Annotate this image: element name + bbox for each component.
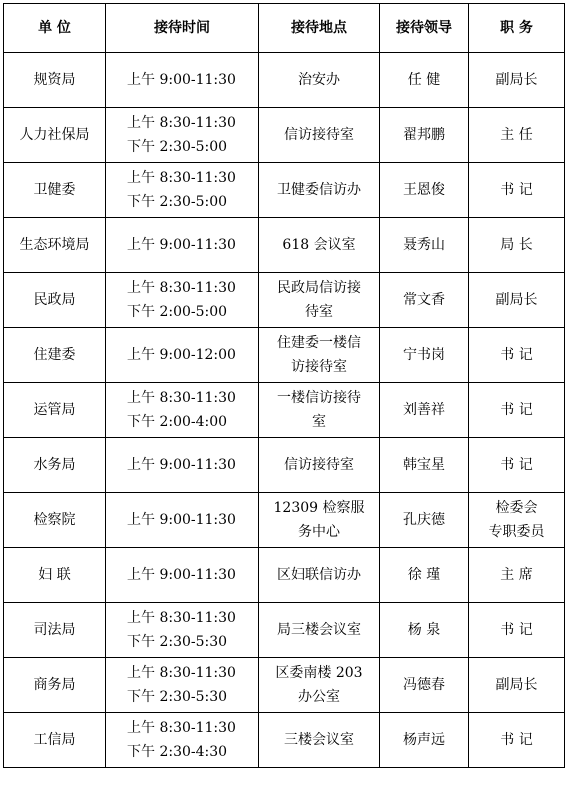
header-position: 职 务 — [469, 4, 565, 53]
position-cell — [469, 603, 565, 658]
time-line: 下午 2:30-4:30 — [127, 744, 228, 760]
unit-cell: 民政局 — [4, 273, 106, 328]
position-line: 局 长 — [500, 237, 533, 253]
position-line: 书 记 — [500, 457, 533, 473]
unit-cell: 规资局 — [4, 53, 106, 108]
place-line: 访接待室 — [291, 359, 347, 375]
position-cell — [469, 493, 565, 548]
position-line: 书 记 — [500, 347, 533, 363]
time-cell — [106, 713, 259, 768]
place-line: 信访接待室 — [284, 457, 354, 473]
place-cell — [259, 53, 380, 108]
time-line: 上午 9:00-12:00 — [127, 347, 236, 363]
position-line: 主 任 — [500, 127, 533, 143]
table-body — [4, 53, 565, 768]
table-row — [4, 383, 565, 438]
time-line: 下午 2:30-5:00 — [127, 194, 228, 210]
time-cell — [106, 438, 259, 493]
leader-cell: 宁书岗 — [380, 328, 469, 383]
place-line: 区委南楼 203 — [275, 665, 363, 681]
place-line: 12309 检察服 — [273, 500, 365, 516]
time-cell — [106, 108, 259, 163]
leader-cell: 杨声远 — [380, 713, 469, 768]
place-cell — [259, 218, 380, 273]
time-line: 上午 9:00-11:30 — [127, 72, 236, 88]
place-line: 信访接待室 — [284, 127, 354, 143]
place-cell — [259, 328, 380, 383]
place-line: 卫健委信访办 — [277, 182, 361, 198]
table-row — [4, 328, 565, 383]
leader-cell: 聂秀山 — [380, 218, 469, 273]
leader-cell: 杨 泉 — [380, 603, 469, 658]
header-unit: 单 位 — [4, 4, 106, 53]
unit-cell: 妇 联 — [4, 548, 106, 603]
table-row — [4, 163, 565, 218]
position-cell — [469, 713, 565, 768]
place-cell — [259, 603, 380, 658]
position-cell — [469, 53, 565, 108]
leader-cell: 刘善祥 — [380, 383, 469, 438]
position-line: 主 席 — [500, 567, 533, 583]
unit-cell: 水务局 — [4, 438, 106, 493]
place-line: 民政局信访接 — [277, 280, 361, 296]
time-cell — [106, 383, 259, 438]
place-line: 住建委一楼信 — [277, 335, 361, 351]
header-leader: 接待领导 — [380, 4, 469, 53]
table-row — [4, 438, 565, 493]
time-cell — [106, 658, 259, 713]
position-cell — [469, 328, 565, 383]
place-line: 三楼会议室 — [284, 732, 354, 748]
leader-cell: 冯德春 — [380, 658, 469, 713]
unit-cell: 卫健委 — [4, 163, 106, 218]
unit-cell: 商务局 — [4, 658, 106, 713]
leader-cell: 任 健 — [380, 53, 469, 108]
time-line: 上午 8:30-11:30 — [127, 170, 236, 186]
position-cell — [469, 108, 565, 163]
place-cell — [259, 273, 380, 328]
position-cell — [469, 163, 565, 218]
time-line: 下午 2:00-4:00 — [127, 414, 228, 430]
time-line: 上午 8:30-11:30 — [127, 665, 236, 681]
time-line: 上午 8:30-11:30 — [127, 720, 236, 736]
place-cell — [259, 438, 380, 493]
unit-cell: 工信局 — [4, 713, 106, 768]
place-cell — [259, 548, 380, 603]
leader-cell: 常文香 — [380, 273, 469, 328]
leader-cell: 孔庆德 — [380, 493, 469, 548]
leader-cell: 韩宝星 — [380, 438, 469, 493]
place-cell — [259, 713, 380, 768]
position-line: 检委会 — [495, 500, 538, 516]
position-line: 书 记 — [500, 182, 533, 198]
time-line: 下午 2:30-5:30 — [127, 634, 228, 650]
time-cell — [106, 493, 259, 548]
position-cell — [469, 383, 565, 438]
place-line: 区妇联信访办 — [277, 567, 361, 583]
time-line: 下午 2:00-5:00 — [127, 304, 228, 320]
place-cell — [259, 108, 380, 163]
time-line: 下午 2:30-5:00 — [127, 139, 228, 155]
position-cell — [469, 548, 565, 603]
table-row — [4, 713, 565, 768]
unit-cell: 人力社保局 — [4, 108, 106, 163]
table-row — [4, 493, 565, 548]
time-cell — [106, 273, 259, 328]
place-cell — [259, 163, 380, 218]
place-line: 办公室 — [298, 689, 340, 705]
table-row — [4, 658, 565, 713]
table-row — [4, 108, 565, 163]
time-cell — [106, 328, 259, 383]
table-row — [4, 53, 565, 108]
position-cell — [469, 658, 565, 713]
reception-schedule — [3, 3, 565, 768]
leader-cell: 王恩俊 — [380, 163, 469, 218]
table-row — [4, 218, 565, 273]
place-line: 务中心 — [298, 524, 340, 540]
time-line: 上午 9:00-11:30 — [127, 237, 236, 253]
unit-cell: 生态环境局 — [4, 218, 106, 273]
position-line: 专职委员 — [488, 524, 545, 540]
position-line: 副局长 — [495, 292, 538, 308]
unit-cell: 住建委 — [4, 328, 106, 383]
leader-cell: 徐 瑾 — [380, 548, 469, 603]
position-line: 书 记 — [500, 622, 533, 638]
position-line: 书 记 — [500, 402, 533, 418]
position-line: 副局长 — [495, 72, 538, 88]
table-row — [4, 603, 565, 658]
place-line: 局三楼会议室 — [277, 622, 361, 638]
unit-cell: 司法局 — [4, 603, 106, 658]
table-header — [4, 4, 565, 53]
time-line: 上午 8:30-11:30 — [127, 610, 236, 626]
time-cell — [106, 603, 259, 658]
position-line: 书 记 — [500, 732, 533, 748]
time-line: 下午 2:30-5:30 — [127, 689, 228, 705]
time-line: 上午 9:00-11:30 — [127, 457, 236, 473]
time-line: 上午 8:30-11:30 — [127, 390, 236, 406]
time-cell — [106, 163, 259, 218]
place-line: 待室 — [305, 304, 333, 320]
time-line: 上午 9:00-11:30 — [127, 567, 236, 583]
position-line: 副局长 — [495, 677, 538, 693]
place-line: 治安办 — [298, 72, 340, 88]
place-cell — [259, 383, 380, 438]
reception-table — [3, 3, 565, 768]
header-row — [4, 4, 565, 53]
place-line: 一楼信访接待 — [277, 390, 361, 406]
leader-cell: 翟邦鹏 — [380, 108, 469, 163]
unit-cell: 检察院 — [4, 493, 106, 548]
header-place: 接待地点 — [259, 4, 380, 53]
time-line: 上午 9:00-11:30 — [127, 512, 236, 528]
time-cell — [106, 218, 259, 273]
table-row — [4, 273, 565, 328]
time-cell — [106, 548, 259, 603]
place-line: 室 — [312, 414, 326, 430]
place-line: 618 会议室 — [282, 237, 356, 253]
position-cell — [469, 273, 565, 328]
unit-cell: 运管局 — [4, 383, 106, 438]
place-cell — [259, 493, 380, 548]
position-cell — [469, 218, 565, 273]
header-time: 接待时间 — [106, 4, 259, 53]
place-cell — [259, 658, 380, 713]
time-line: 上午 8:30-11:30 — [127, 280, 236, 296]
table-row — [4, 548, 565, 603]
position-cell — [469, 438, 565, 493]
time-cell — [106, 53, 259, 108]
time-line: 上午 8:30-11:30 — [127, 115, 236, 131]
